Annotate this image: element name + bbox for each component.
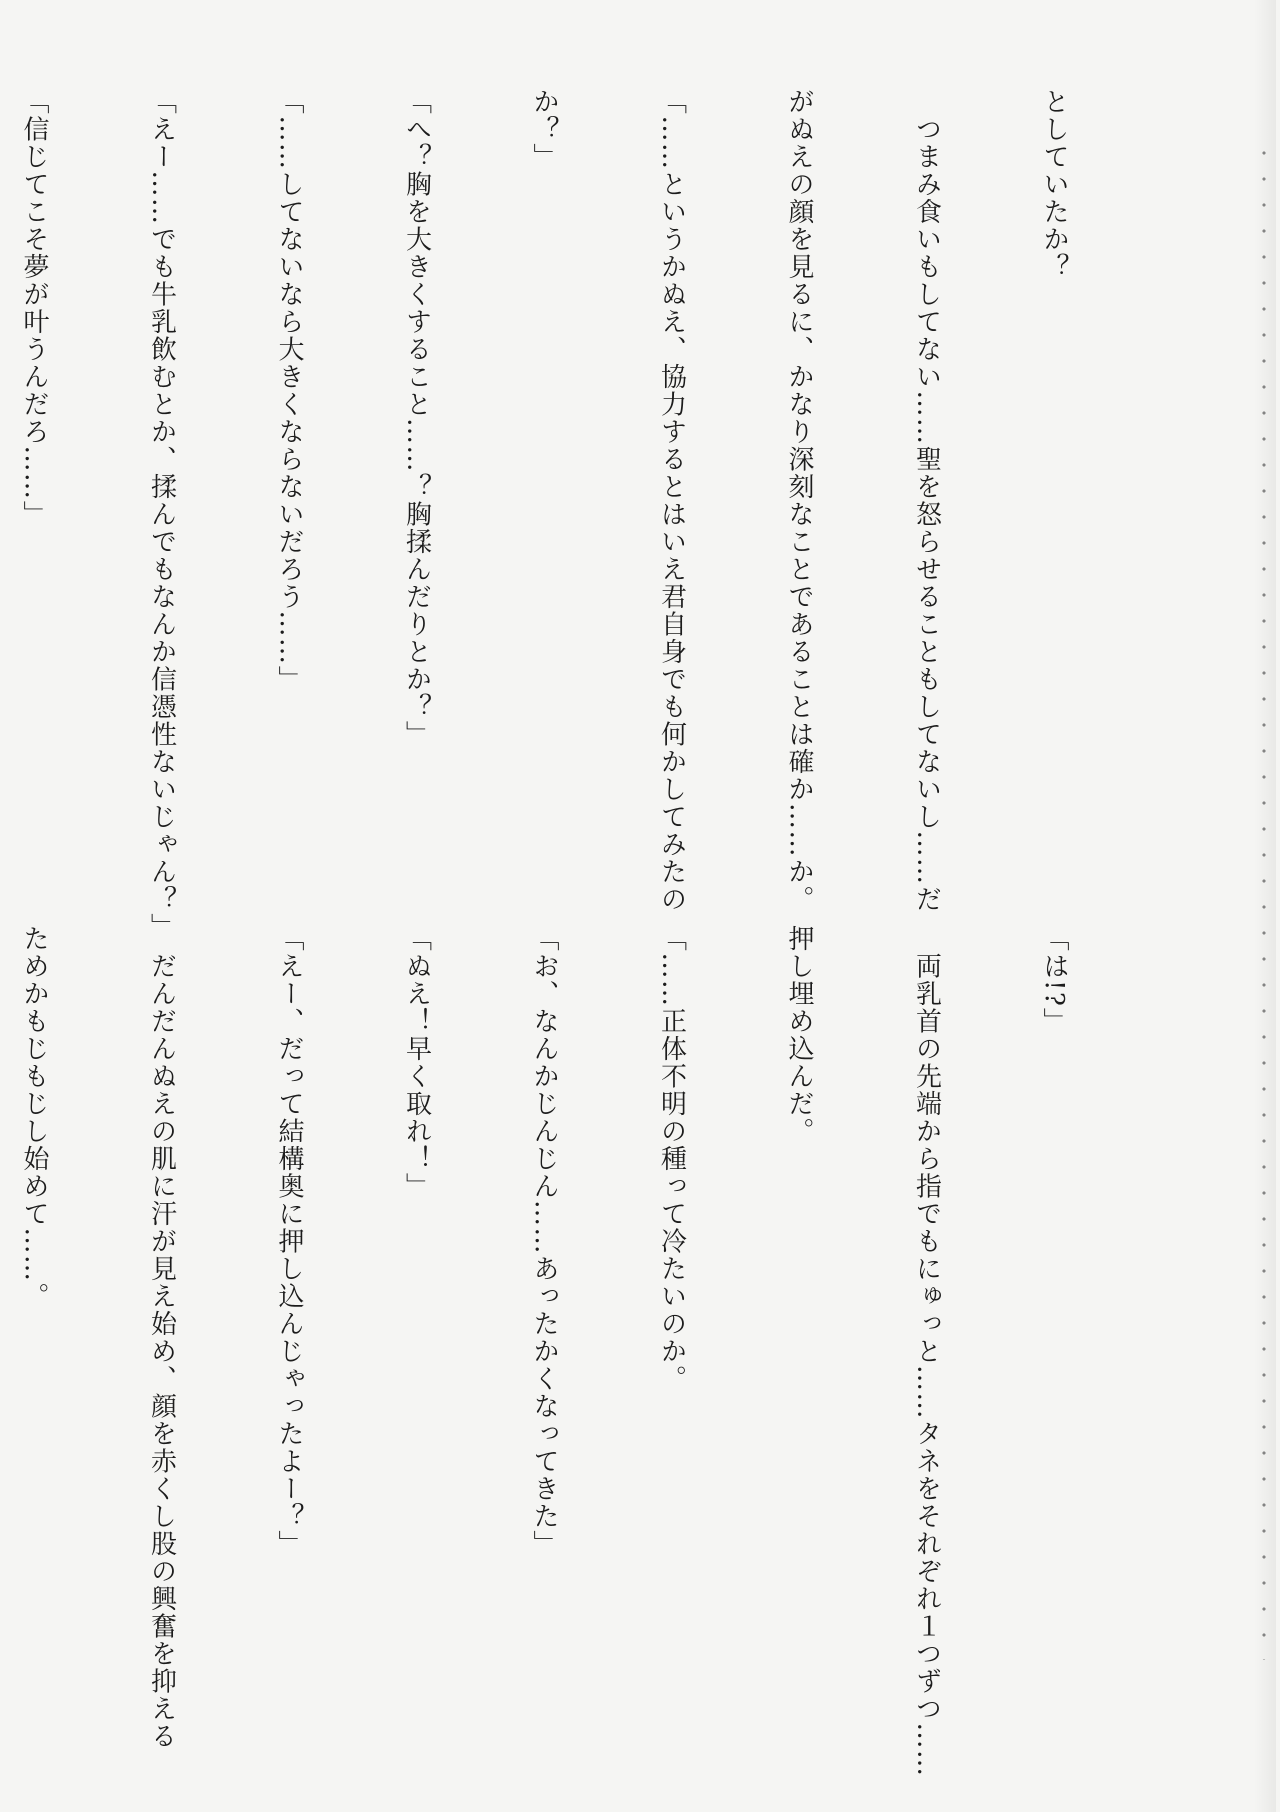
text-line: ためかもじもじし始めて……。 bbox=[19, 925, 49, 1310]
text-line: 「は!?」 bbox=[1039, 925, 1069, 1035]
text-line: 「信じてこそ夢が叶うんだろ……」 bbox=[19, 88, 49, 528]
text-line: つまみ食いもしてない……聖を怒らせることもしてないし……だ bbox=[911, 88, 942, 913]
text-line: 「えー、だって結構奥に押し込んじゃったよー？」 bbox=[274, 925, 304, 1558]
text-line: か？」 bbox=[529, 88, 559, 171]
text-line: がぬえの顔を見るに、かなり深刻なことであることは確か……か。 bbox=[784, 88, 814, 913]
text-line: としていたか？ bbox=[1039, 88, 1069, 281]
text-block-top bbox=[19, 88, 1160, 941]
text-line: 「……正体不明の種って冷たいのか。 bbox=[656, 925, 687, 1393]
text-line: 「えー……でも牛乳飲むとか、揉んでもなんか信憑性ないじゃん？」 bbox=[146, 88, 177, 941]
text-block-bottom bbox=[19, 925, 1160, 1778]
text-line: 「……というかぬえ、協力するとはいえ君自身でも何かしてみたの bbox=[656, 88, 687, 913]
text-line: だんだんぬえの肌に汗が見え始め、顔を赤くし股の興奮を抑える bbox=[146, 925, 177, 1750]
text-line: 「ぬえ！早く取れ！」 bbox=[401, 925, 432, 1200]
text-line: 「へ？胸を大きくすること……？胸揉んだりとか？」 bbox=[401, 88, 432, 748]
binding-dots bbox=[1262, 140, 1266, 1660]
text-line: 「お、なんかじんじん……あったかくなってきた」 bbox=[529, 925, 559, 1558]
text-line: 両乳首の先端から指でもにゅっと……タネをそれぞれ１つずつ…… bbox=[911, 925, 942, 1778]
text-line: 「……してないなら大きくならないだろう……」 bbox=[274, 88, 304, 693]
text-line: 押し埋め込んだ。 bbox=[784, 925, 814, 1145]
